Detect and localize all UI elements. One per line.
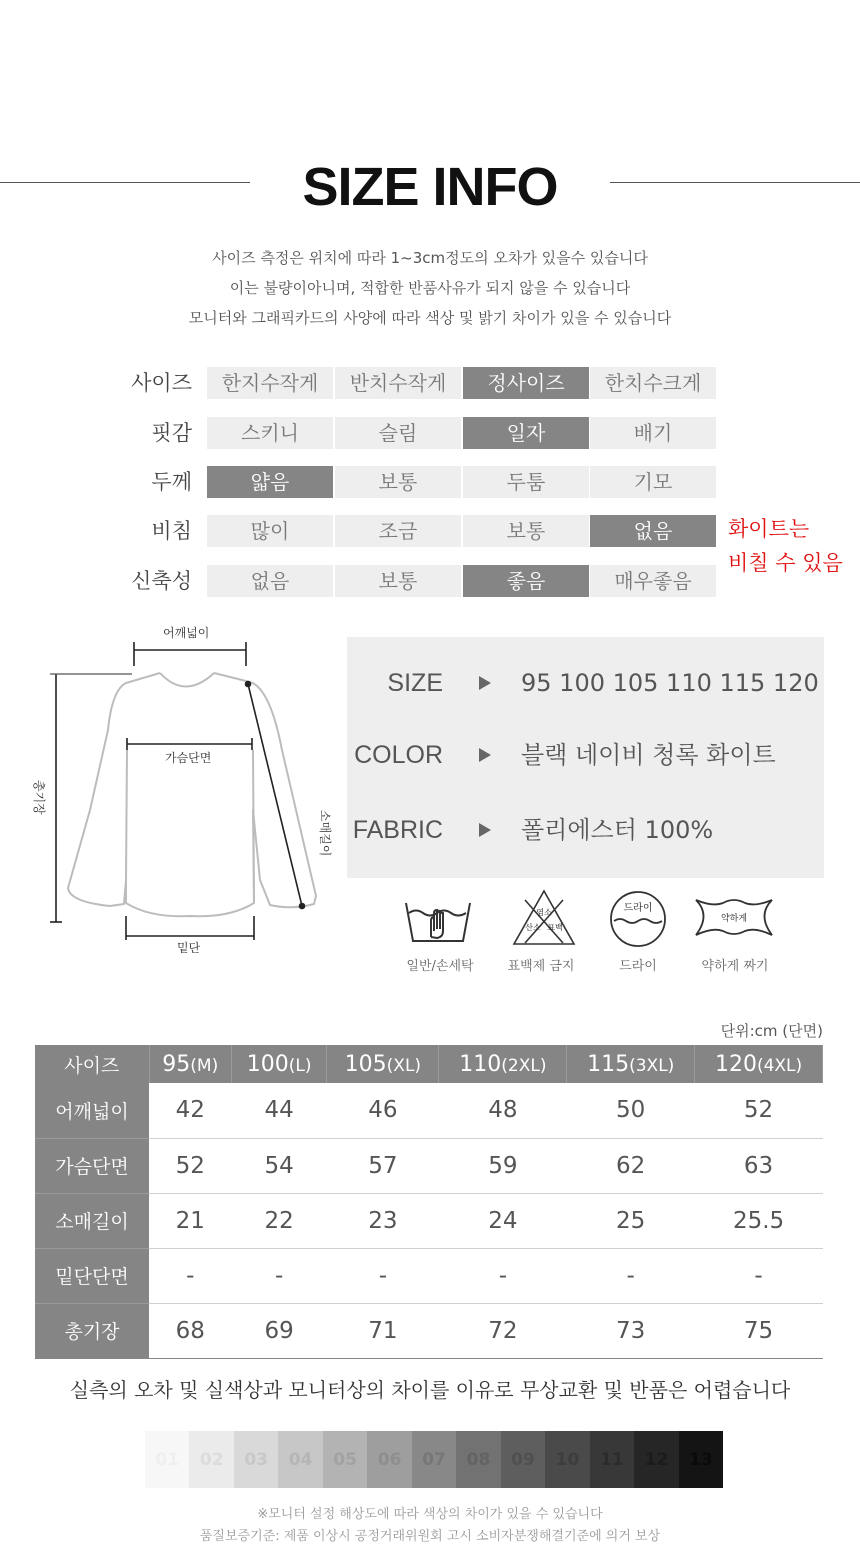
- footer-note: ※모니터 설정 해상도에 따라 색상의 차이가 있을 수 있습니다: [257, 1507, 603, 1522]
- footer-warranty: 품질보증기준: 제품 이상시 공정거래위원회 고시 소비자분쟁해결기준에 의거 보상: [199, 1529, 661, 1544]
- table-cell: 23: [327, 1193, 439, 1248]
- gentle-wring-icon: [693, 895, 775, 941]
- gray-swatch: 09: [501, 1431, 545, 1488]
- gray-swatch: 08: [456, 1431, 500, 1488]
- table-cell: 62: [567, 1138, 695, 1193]
- sheer-note: 화이트는: [728, 517, 810, 541]
- size-arrow-icon: [479, 676, 491, 690]
- notice-line: 사이즈 측정은 위치에 따라 1~3cm정도의 오차가 있을수 있습니다: [212, 249, 648, 267]
- table-cell: 69: [232, 1303, 327, 1358]
- color-key: COLOR: [354, 741, 443, 769]
- gray-swatch: 10: [545, 1431, 589, 1488]
- table-cell: 22: [232, 1193, 327, 1248]
- attribute-option: 한지수작게: [207, 367, 333, 399]
- gray-swatch: 02: [189, 1431, 233, 1488]
- size-table: [35, 1045, 823, 1359]
- attribute-option: 보통: [335, 565, 461, 597]
- fabric-key: FABRIC: [352, 816, 443, 844]
- table-cell: 68: [149, 1303, 232, 1358]
- product-info-box: [347, 637, 824, 878]
- hem-label: 밑단: [177, 941, 201, 955]
- size-tag: (4XL): [756, 1055, 803, 1076]
- table-cell: 57: [327, 1138, 439, 1193]
- table-cell: -: [439, 1248, 567, 1303]
- unit-note: 단위:cm (단면): [720, 1022, 823, 1040]
- attribute-option: 기모: [590, 466, 716, 498]
- size-number: 120: [714, 1051, 757, 1077]
- size-column-header: [439, 1045, 567, 1083]
- table-cell: 25.5: [695, 1193, 823, 1248]
- table-cell: 25: [567, 1193, 695, 1248]
- size-tag: (XL): [386, 1055, 422, 1076]
- fabric-values: 폴리에스터 100%: [521, 816, 714, 844]
- table-row: [35, 1248, 823, 1303]
- gray-swatch: 06: [367, 1431, 411, 1488]
- table-cell: 63: [695, 1138, 823, 1193]
- attribute-option: 많이: [207, 515, 333, 547]
- table-cell: 72: [439, 1303, 567, 1358]
- shoulder-label: 어깨넓이: [163, 626, 210, 640]
- table-cell: -: [695, 1248, 823, 1303]
- attribute-option: 보통: [463, 515, 589, 547]
- attribute-label: 핏감: [151, 421, 192, 445]
- size-number: 100: [246, 1051, 289, 1077]
- table-cell: 71: [327, 1303, 439, 1358]
- care-caption: 일반/손세탁: [406, 959, 474, 974]
- table-cell: -: [149, 1248, 232, 1303]
- size-tag: (2XL): [501, 1055, 547, 1076]
- care-caption: 표백제 금지: [507, 959, 575, 974]
- chest-label: 가슴단면: [165, 751, 212, 765]
- return-policy-note: 실측의 오차 및 실색상과 모니터상의 차이를 이유로 무상교환 및 반품은 어렵습니다: [69, 1378, 791, 1402]
- row-header: 소매길이: [35, 1193, 149, 1248]
- attribute-label: 사이즈: [131, 371, 192, 395]
- attribute-option: 스키니: [207, 417, 333, 449]
- gray-swatch: 11: [590, 1431, 634, 1488]
- dry-text: 드라이: [623, 903, 653, 914]
- color-arrow-icon: [479, 748, 491, 762]
- table-cell: 59: [439, 1138, 567, 1193]
- row-header: 가슴단면: [35, 1138, 149, 1193]
- attribute-label: 두께: [151, 470, 192, 494]
- notice-line: 모니터와 그래픽카드의 사양에 따라 색상 및 밝기 차이가 있을 수 있습니다: [188, 309, 672, 327]
- page-title: SIZE INFO: [302, 157, 558, 217]
- attribute-option: 보통: [335, 466, 461, 498]
- table-cell: -: [567, 1248, 695, 1303]
- attribute-option: 한치수크게: [590, 367, 716, 399]
- attribute-option-selected: 좋음: [463, 565, 589, 597]
- size-column-header: [695, 1045, 823, 1083]
- attribute-option: 두툼: [463, 466, 589, 498]
- gray-swatch: 12: [634, 1431, 678, 1488]
- attribute-label: 비침: [151, 519, 192, 543]
- fabric-arrow-icon: [479, 823, 491, 837]
- size-number: 115: [587, 1051, 630, 1077]
- gray-swatch: 01: [145, 1431, 189, 1488]
- table-cell: 52: [695, 1083, 823, 1138]
- size-tag: (M): [190, 1055, 219, 1076]
- table-cell: 52: [149, 1138, 232, 1193]
- table-row: [35, 1083, 823, 1138]
- attribute-option: 배기: [590, 417, 716, 449]
- table-cell: 75: [695, 1303, 823, 1358]
- notice-line: 이는 불량이아니며, 적합한 반품사유가 되지 않을 수 있습니다: [229, 279, 631, 297]
- attribute-option: 슬림: [335, 417, 461, 449]
- size-key: SIZE: [387, 669, 443, 697]
- table-cell: 54: [232, 1138, 327, 1193]
- attribute-option-selected: 없음: [590, 515, 716, 547]
- table-header-row: [35, 1045, 823, 1083]
- gray-scale-bar: [145, 1431, 723, 1488]
- bleach-oxygen-text: 산소: [525, 923, 541, 932]
- gray-swatch: 07: [412, 1431, 456, 1488]
- table-cell: 44: [232, 1083, 327, 1138]
- table-cell: 24: [439, 1193, 567, 1248]
- attribute-option: 매우좋음: [590, 565, 716, 597]
- size-tag: (3XL): [629, 1055, 675, 1076]
- table-cell: 73: [567, 1303, 695, 1358]
- row-header: 어깨넓이: [35, 1083, 149, 1138]
- table-corner: 사이즈: [35, 1045, 149, 1083]
- table-cell: 46: [327, 1083, 439, 1138]
- row-header: 총기장: [35, 1303, 149, 1358]
- table-cell: 42: [149, 1083, 232, 1138]
- care-caption: 드라이: [619, 959, 657, 974]
- size-values: 95 100 105 110 115 120: [521, 669, 819, 697]
- color-values: 블랙 네이비 청록 화이트: [521, 741, 776, 769]
- table-cell: -: [327, 1248, 439, 1303]
- attribute-option: 없음: [207, 565, 333, 597]
- size-column-header: [149, 1045, 232, 1083]
- attribute-option-selected: 얇음: [207, 466, 333, 498]
- sleeve-label: 소매길이: [318, 810, 332, 857]
- gray-swatch: 04: [278, 1431, 322, 1488]
- gray-swatch: 03: [234, 1431, 278, 1488]
- no-bleach-icon: [511, 888, 577, 948]
- care-caption: 약하게 짜기: [701, 959, 769, 974]
- table-cell: 21: [149, 1193, 232, 1248]
- dry-clean-icon: [608, 889, 668, 949]
- table-row: [35, 1138, 823, 1193]
- size-column-header: [567, 1045, 695, 1083]
- size-column-header: [232, 1045, 327, 1083]
- size-number: 110: [459, 1051, 502, 1077]
- gray-swatch: 13: [679, 1431, 723, 1488]
- attribute-option-selected: 일자: [463, 417, 589, 449]
- size-column-header: [327, 1045, 439, 1083]
- table-row: [35, 1303, 823, 1358]
- garment-diagram: [30, 620, 350, 960]
- wash-basin-icon: [403, 895, 473, 945]
- attribute-option: 조금: [335, 515, 461, 547]
- bleach-label-text: 표백: [547, 923, 563, 932]
- table-cell: 48: [439, 1083, 567, 1138]
- size-number: 95: [162, 1051, 191, 1077]
- table-cell: -: [232, 1248, 327, 1303]
- size-number: 105: [344, 1051, 387, 1077]
- wring-text: 약하게: [720, 914, 748, 924]
- attribute-option: 반치수작게: [335, 367, 461, 399]
- sheer-note: 비칠 수 있음: [728, 551, 843, 575]
- length-label: 총기장: [32, 780, 46, 815]
- row-header: 밑단단면: [35, 1248, 149, 1303]
- table-cell: 50: [567, 1083, 695, 1138]
- attribute-label: 신축성: [131, 569, 192, 593]
- size-tag: (L): [288, 1055, 312, 1076]
- bleach-chlorine-text: 염소: [536, 908, 552, 917]
- attribute-option-selected: 정사이즈: [463, 367, 589, 399]
- table-row: [35, 1193, 823, 1248]
- gray-swatch: 05: [323, 1431, 367, 1488]
